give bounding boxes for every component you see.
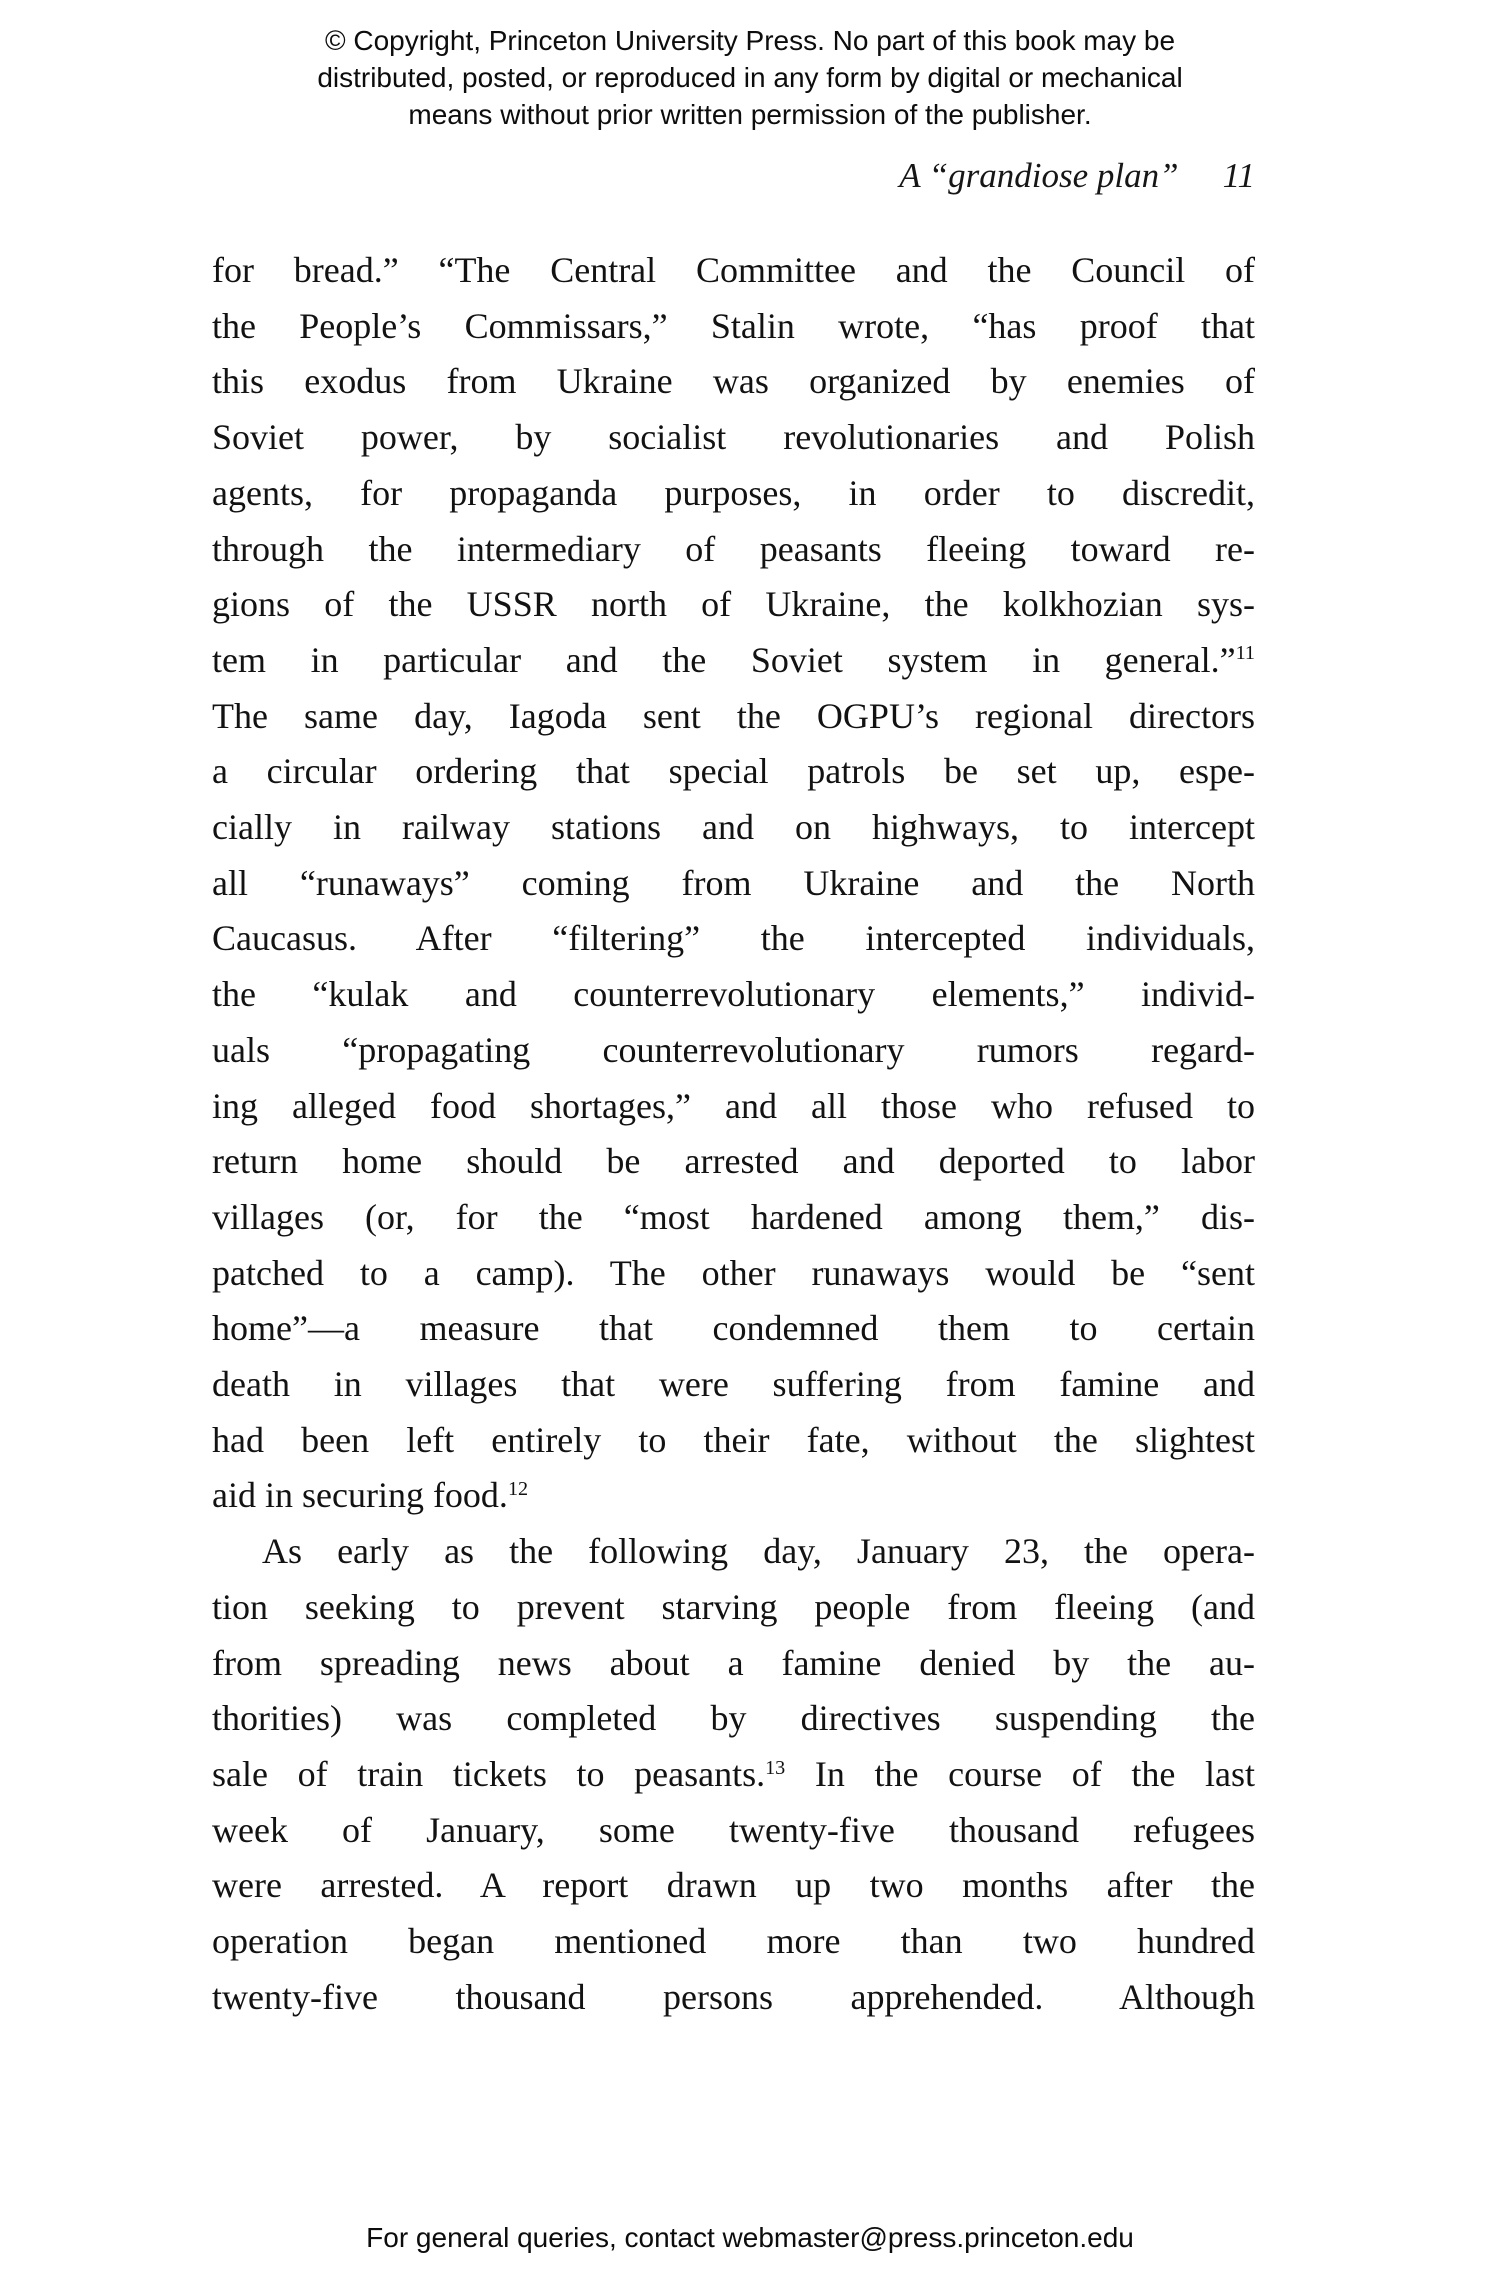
text-segment: week of January, some twenty-five thousand refugees (212, 1809, 1255, 1850)
text-segment: for bread.” “The Central Committee and the Council of (212, 250, 1255, 290)
text-line (212, 967, 1255, 1023)
running-header-title: A “grandiose plan” (899, 156, 1179, 195)
text-line (212, 577, 1255, 633)
text-line (212, 1524, 1255, 1580)
text-segment: death in villages that were suffering from famine and (212, 1364, 1255, 1405)
text-segment: gions of the USSR north of Ukraine, the kolkhozian sys- (212, 584, 1255, 625)
text-segment: In the course of the last (785, 1753, 1256, 1794)
text-segment: thorities) was completed by directives suspending the (212, 1698, 1255, 1739)
text-line (212, 1246, 1255, 1302)
text-line (212, 522, 1255, 578)
copyright-line: distributed, posted, or reproduced in any form by digital or mechanical (317, 62, 1183, 93)
text-segment: uals “propagating counterrevolutionary rumors regard- (212, 1029, 1255, 1070)
copyright-line: means without prior written permission of the publisher. (408, 99, 1092, 130)
text-line (212, 1914, 1255, 1970)
text-line (212, 243, 1255, 299)
text-line (212, 1636, 1255, 1692)
text-line (212, 1190, 1255, 1246)
text-line (212, 911, 1255, 967)
text-segment: The same day, Iagoda sent the OGPU’s regional directors (212, 695, 1255, 736)
text-segment: a circular ordering that special patrols be set up, espe- (212, 751, 1255, 792)
text-segment: the People’s Commissars,” Stalin wrote, “has proof that (212, 305, 1255, 346)
text-segment: through the intermediary of peasants fleeing toward re- (212, 528, 1255, 569)
text-line (212, 1413, 1255, 1469)
text-segment: villages (or, for the “most hardened among them,” dis- (212, 1196, 1255, 1237)
text-line (212, 1079, 1255, 1135)
text-segment: ing alleged food shortages,” and all those who refused to (212, 1085, 1255, 1126)
text-segment: As early as the following day, January 23, the opera- (262, 1531, 1255, 1572)
footer-contact: For general queries, contact webmaster@press.princeton.edu (366, 2222, 1134, 2253)
text-segment: tion seeking to prevent starving people from fleeing (and (212, 1586, 1255, 1627)
text-segment: this exodus from Ukraine was organized by enemies of (212, 361, 1255, 402)
text-segment: aid in securing food. (212, 1475, 508, 1516)
text-line (212, 466, 1255, 522)
footnote-ref: 11 (1235, 642, 1255, 665)
page-number: 11 (1222, 156, 1255, 195)
copyright-line: © Copyright, Princeton University Press. No part of this book may be (324, 25, 1176, 56)
text-segment: home”—a measure that condemned them to certain (212, 1308, 1255, 1349)
text-line (212, 1580, 1255, 1636)
text-segment: return home should be arrested and deported to labor (212, 1141, 1255, 1182)
text-segment: patched to a camp). The other runaways would be “sent (212, 1252, 1255, 1293)
text-line (212, 1970, 1255, 2026)
text-line (212, 744, 1255, 800)
text-line (212, 800, 1255, 856)
text-line (212, 1691, 1255, 1747)
footnote-ref: 13 (765, 1756, 786, 1779)
footnote-ref: 12 (507, 1477, 529, 1500)
text-segment: operation began mentioned more than two hundred (212, 1921, 1255, 1962)
text-line (212, 1747, 1255, 1803)
text-segment: had been left entirely to their fate, without the slightest (212, 1419, 1255, 1460)
text-line (212, 410, 1255, 466)
text-segment: all “runaways” coming from Ukraine and the North (212, 862, 1255, 903)
text-segment: agents, for propaganda purposes, in order to discredit, (212, 472, 1255, 513)
copyright-notice (0, 22, 1500, 133)
text-segment: from spreading news about a famine denied by the au- (212, 1642, 1255, 1683)
text-line (212, 299, 1255, 355)
text-line (212, 354, 1255, 410)
text-line (212, 1301, 1255, 1357)
text-line (212, 1134, 1255, 1190)
body-text (212, 243, 1255, 2026)
text-line (212, 1803, 1255, 1859)
running-header (212, 156, 1255, 196)
text-segment: twenty-five thousand persons apprehended. Although (212, 1976, 1255, 2017)
text-line (212, 1357, 1255, 1413)
text-segment: the “kulak and counterrevolutionary elements,” individ- (212, 974, 1255, 1015)
text-segment: cially in railway stations and on highways, to intercept (212, 807, 1255, 848)
text-line (212, 633, 1255, 689)
text-line (212, 1858, 1255, 1914)
text-segment: Soviet power, by socialist revolutionaries and Polish (212, 417, 1255, 458)
text-segment: tem in particular and the Soviet system in general.” (212, 639, 1236, 680)
text-line (212, 1468, 1255, 1524)
text-segment: sale of train tickets to peasants. (212, 1753, 766, 1794)
text-segment: were arrested. A report drawn up two months after the (212, 1865, 1255, 1906)
text-segment: Caucasus. After “filtering” the intercepted individuals, (212, 918, 1255, 959)
text-line (212, 689, 1255, 745)
text-line (212, 1023, 1255, 1079)
text-line (212, 856, 1255, 912)
